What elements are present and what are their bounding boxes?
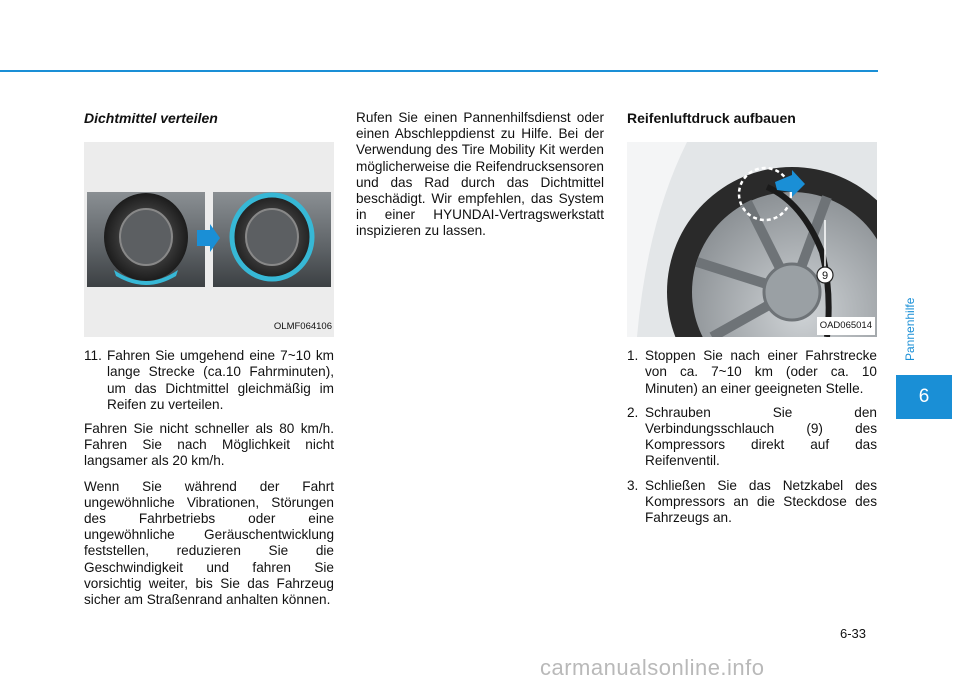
watermark: carmanualsonline.info [540,655,765,680]
step-text: Schließen Sie das Netzkabel des Kompressors an die Steckdose des Fahrzeugs an. [645,477,877,526]
hub [764,264,820,320]
column-right [627,110,877,534]
step-number: 11. [84,348,102,364]
list-item [84,348,334,413]
list-item [627,348,877,397]
step-list-left [84,348,334,413]
paragraph-speed: Fahren Sie nicht schneller als 80 km/h. Fahren Sie nach Möglichkeit nicht langsamer als 20 km/h. [84,421,334,469]
step-text: Schrauben Sie den Verbindungsschlauch (9) des Kompressors direkt auf das Reifenventil. [645,404,877,469]
column-middle [356,110,604,249]
list-item [627,405,877,470]
wheel-illustration [627,142,877,337]
paragraph-assistance: Rufen Sie einen Pannenhilfsdienst oder einen Abschleppdienst zu Hilfe. Bei der Verwendung des Tire Mobility Kit werden möglicherweise die Reifendrucksensoren und das Rad durch das Dichtmittel beschädigt. Wir empfehlen, das System in einer HYUNDAI-Vertragswerkstatt inspizieren zu lassen. [356,110,604,239]
figure-valve-connection [627,142,877,337]
chapter-tab[interactable]: 6 [896,375,952,419]
chapter-tab-label: Pannenhilfe [903,297,917,361]
section-heading-sealant: Dichtmittel verteilen [84,110,218,126]
figure-sealant-distribution [84,142,334,337]
step-number: 2. [627,404,639,420]
step-number: 3. [627,477,639,493]
list-item [627,478,877,527]
column-left [84,110,334,617]
tire-illustration [84,142,334,337]
header-rule [0,70,878,72]
step-list-right [627,348,877,526]
step-text: Fahren Sie umgehend eine 7~10 km lange Strecke (ca.10 Fahrminuten), um das Dichtmittel gleichmäßig im Reifen zu verteilen. [107,348,334,412]
paragraph-vibration: Wenn Sie während der Fahrt ungewöhnliche Vibrationen, Störungen des Fahrbetriebs oder eine ungewöhnliche Geräuschentwicklung feststellen, reduzieren Sie die Geschwindigkeit und fahren Sie vorsichtig weiter, bis Sie das Fahrzeug sicher am Straßenrand anhalten können. [84,478,334,608]
figure-code: OLMF064106 [273,321,332,332]
figure-code: OAD065014 [817,317,875,335]
section-heading-pressure: Reifenluftdruck aufbauen [627,110,796,126]
step-text: Stoppen Sie nach einer Fahrstrecke von ca. 7~10 km (oder ca. 10 Minuten) an einer geeigneten Stelle. [645,348,877,396]
page-number: 6-33 [840,626,867,641]
callout-number: 9 [821,270,829,283]
step-number: 1. [627,348,639,364]
